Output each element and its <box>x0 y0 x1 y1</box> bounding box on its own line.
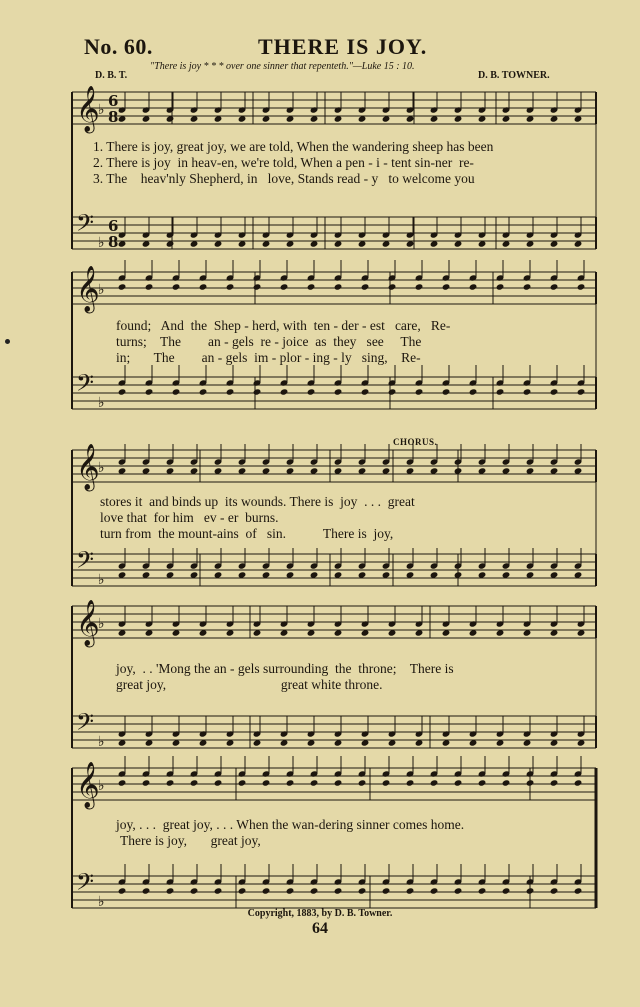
lyric-line-s5-v2: There is joy, great joy, <box>120 833 261 848</box>
notehead <box>286 779 295 786</box>
notehead <box>334 887 343 894</box>
clef-icon: 𝄞 <box>76 444 100 490</box>
notehead <box>307 388 316 395</box>
lyric-line-s2-v1: found; And the Shep - herd, with ten - der - est care, Re- <box>116 318 451 333</box>
notehead <box>382 779 391 786</box>
notehead <box>442 283 451 290</box>
lyric-line-s2-v2: turns; The an - gels re - joice as they see The <box>116 334 422 349</box>
notehead <box>214 887 223 894</box>
margin-mark <box>5 339 10 344</box>
notehead <box>550 887 559 894</box>
notehead <box>334 283 343 290</box>
notehead <box>388 283 397 290</box>
chorus-label: CHORUS. <box>393 437 438 447</box>
clef-icon: 𝄞 <box>76 266 100 312</box>
flat-icon: ♭ <box>98 235 105 251</box>
notehead <box>577 388 586 395</box>
notehead <box>550 283 559 290</box>
notehead <box>523 388 532 395</box>
music-credit: D. B. TOWNER. <box>478 70 550 81</box>
notehead <box>361 283 370 290</box>
notehead <box>430 887 439 894</box>
notehead <box>550 779 559 786</box>
notehead <box>454 779 463 786</box>
lyric-line-s1-v3: 3. The heav'nly Shepherd, in love, Stands read - y to welcome you <box>93 171 475 186</box>
clef-icon: 𝄢 <box>76 369 95 402</box>
notehead <box>526 779 535 786</box>
notehead <box>226 283 235 290</box>
lyric-line-s3-v3: turn from the mount-ains of sin. There is joy, <box>100 526 394 541</box>
words-credit: D. B. T. <box>95 70 128 81</box>
notehead <box>199 388 208 395</box>
flat-icon: ♭ <box>98 778 105 794</box>
notehead <box>262 779 271 786</box>
notehead <box>118 887 127 894</box>
notehead <box>280 283 289 290</box>
notehead <box>145 388 154 395</box>
notehead <box>358 887 367 894</box>
time-signature-bottom: 8 <box>108 233 119 251</box>
clef-icon: 𝄢 <box>76 209 95 242</box>
scripture-quote: "There is joy * * * over one sinner that repenteth."—Luke 15 : 10. <box>150 61 415 72</box>
notehead <box>310 779 319 786</box>
page-number: 64 <box>312 920 328 937</box>
hymn-number: No. 60. <box>84 34 153 59</box>
notehead <box>253 388 262 395</box>
notehead <box>574 887 583 894</box>
notehead <box>523 283 532 290</box>
flat-icon: ♭ <box>98 282 105 298</box>
notehead <box>199 283 208 290</box>
notehead <box>253 283 262 290</box>
notehead <box>502 779 511 786</box>
notehead <box>478 779 487 786</box>
notehead <box>310 887 319 894</box>
notehead <box>496 283 505 290</box>
time-signature-top: 6 <box>108 92 119 110</box>
notehead <box>478 887 487 894</box>
flat-icon: ♭ <box>98 572 105 588</box>
clef-icon: 𝄢 <box>76 708 95 741</box>
clef-icon: 𝄢 <box>76 868 95 901</box>
notehead <box>574 779 583 786</box>
clef-icon: 𝄢 <box>76 546 95 579</box>
notehead <box>286 887 295 894</box>
notehead <box>406 887 415 894</box>
flat-icon: ♭ <box>98 395 105 411</box>
notehead <box>469 283 478 290</box>
notehead <box>382 887 391 894</box>
notehead <box>118 283 127 290</box>
lyric-line-s1-v2: 2. There is joy in heav-en, we're told, When a pen - i - tent sin-ner re- <box>93 155 474 170</box>
notehead <box>190 887 199 894</box>
clef-icon: 𝄞 <box>76 86 100 132</box>
lyric-line-s3-v2: love that for him ev - er burns. <box>100 510 279 525</box>
notehead <box>142 779 151 786</box>
notehead <box>142 887 151 894</box>
notehead <box>526 887 535 894</box>
notehead <box>118 779 127 786</box>
notehead <box>166 779 175 786</box>
notehead <box>469 388 478 395</box>
notehead <box>172 388 181 395</box>
notehead <box>496 388 505 395</box>
notehead <box>262 887 271 894</box>
flat-icon: ♭ <box>98 460 105 476</box>
time-signature-top: 6 <box>108 217 119 235</box>
notehead <box>442 388 451 395</box>
clef-icon: 𝄞 <box>76 600 100 646</box>
notehead <box>358 779 367 786</box>
notehead <box>577 283 586 290</box>
time-signature-bottom: 8 <box>108 108 119 126</box>
lyric-line-s5-v1: joy, . . . great joy, . . . When the wan-dering sinner comes home. <box>116 817 465 832</box>
lyric-line-s4-v2: great joy, great white throne. <box>116 677 383 692</box>
notehead <box>502 887 511 894</box>
notehead <box>550 388 559 395</box>
flat-icon: ♭ <box>98 102 105 118</box>
notehead <box>238 887 247 894</box>
notehead <box>406 779 415 786</box>
notehead <box>145 283 154 290</box>
lyric-line-s4-v1: joy, . . 'Mong the an - gels surrounding the throne; There is <box>116 661 454 676</box>
lyric-line-s3-v1: stores it and binds up its wounds. There is joy . . . great <box>100 494 415 509</box>
flat-icon: ♭ <box>98 616 105 632</box>
notehead <box>172 283 181 290</box>
notehead <box>334 388 343 395</box>
notehead <box>334 779 343 786</box>
lyric-line-s1-v1: 1. There is joy, great joy, we are told, When the wandering sheep has been <box>93 139 494 154</box>
notehead <box>388 388 397 395</box>
notehead <box>226 388 235 395</box>
notehead <box>454 887 463 894</box>
lyric-line-s2-v3: in; The an - gels im - plor - ing - ly sing, Re- <box>116 350 421 365</box>
notehead <box>361 388 370 395</box>
notehead <box>280 388 289 395</box>
notehead <box>238 779 247 786</box>
notehead <box>190 779 199 786</box>
notehead <box>214 779 223 786</box>
notehead <box>166 887 175 894</box>
notehead <box>118 388 127 395</box>
hymn-title: THERE IS JOY. <box>258 34 428 59</box>
notehead <box>415 388 424 395</box>
notehead <box>430 779 439 786</box>
flat-icon: ♭ <box>98 894 105 910</box>
notehead <box>307 283 316 290</box>
notehead <box>415 283 424 290</box>
copyright-notice: Copyright, 1883, by D. B. Towner. <box>247 908 393 919</box>
flat-icon: ♭ <box>98 734 105 750</box>
clef-icon: 𝄞 <box>76 762 100 808</box>
